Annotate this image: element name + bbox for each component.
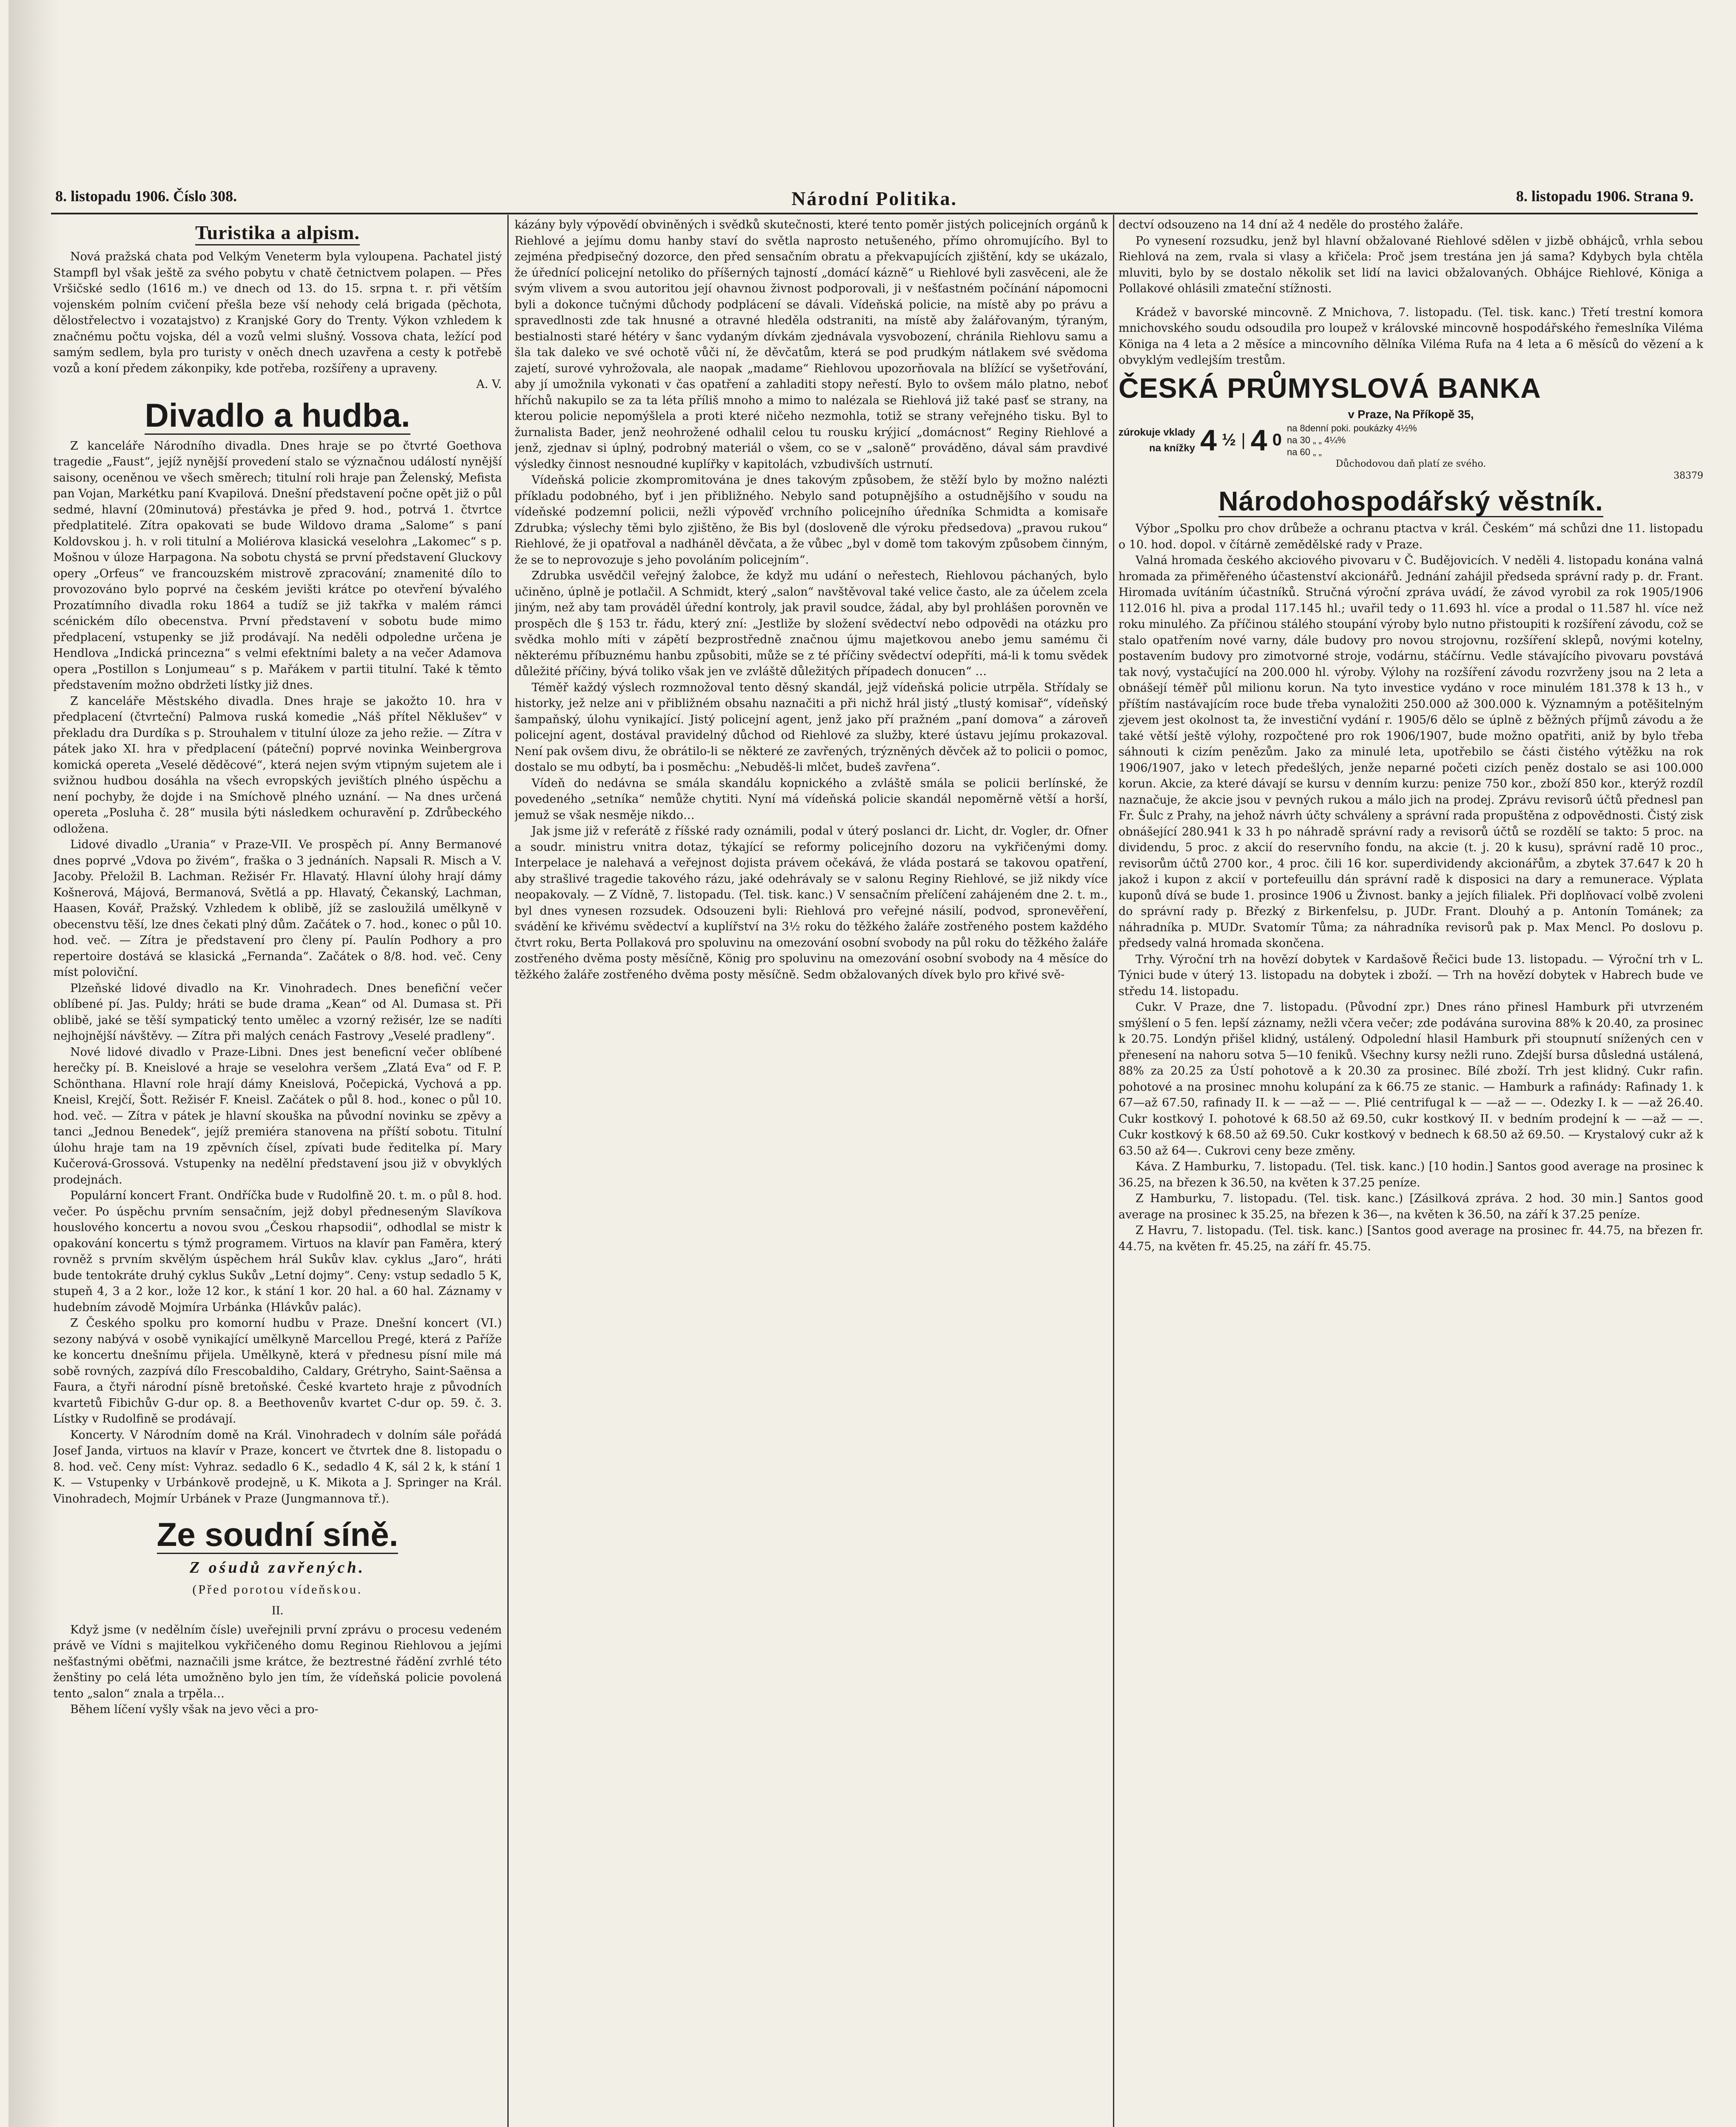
article-brewery: Valná hromada českého akciového pivovaru v Č. Budějovicích. V neděli 4. listopadu konána valná hromada za přiměřeného účastenství akcionářů. Jednání zahájil předseda správní rady p. dr. Frant. Hiromada uvítáním účastníků. Stručná výroční zpráva uvádí, že závod vyrobil za rok 1905/1906 112.016 hl. piva a prodal 117.145 hl.; uvařil tedy o 11.693 hl. více a prodal o 11.587 hl. více než roku minulého. Za příčinou stálého stoupání výroby bylo nutno přistoupiti k rozšíření závodu, což se stalo opatřením nové varny, dále budovy pro novou strojovnu, rozšíření sklepů, novými kotelny, postavením budovy pro zimotvorné stroje, vodárnu, stáčírnu. Vedle stávajícího pivovaru povstává tak nový, vystačující na 200.000 hl. výroby. Výlohy na rozšíření závodu rozvrženy jsou na 2 leta a obnášejí téměř půl milionu korun. Na tyto investice vydáno v roce minulém 181.378 k 13 h., v příštím nastávajícím roce bude třeba vynaložiti 250.000 až 300.000 k. Významným a potěšitelným zjevem jest okolnost ta, že investiční vydání r. 1905/6 dělo se úplně z běžných příjmů závodu a že také větší ještě výlohy, rozpočtené pro rok 1906/1907, bude možno opatřiti, aniž by bylo třeba sáhnouti k cizím penězům. Jako za minulé leta, upotřebilo se části čistého výtěžku na rok 1906/1907, jako v letech předešlých, jenže neparné početi cizích peněz dostalo se asi 100.000 korun. Akcie, za které dávají se kursu v denním kurzu: penize 750 kor., zboží 850 kor., kterýž rozdíl naznačuje, že akcie jsou v pevných rukou a málo jich na prodej. Zprávu revisorů účtů přednesl pan Fr. Šulc z Prahy, na jehož návrh účty schváleny a správní rada propuštěna z odpovědnosti. Čistý zisk obnášející 280.941 k 33 h po náhradě správní rady a revisorů účtů se rozdělí se takto: 5 proc. na dividendu, 5 proc. z akcií do reservního fondu, na akcie (t. j. 20 k kusu), správní radě 10 proc., revisorům účtů 2700 kor., 4 proc. čili 16 kor. superdividendy akcionářům, a zbytek 37.647 k 20 h jakož i kupon z akcií v portefeuillu dán správní radě k disposici na dary a remunerace. Výplata kuponů dívá se bude 1. prosince 1906 u Živnost. banky a jejích filialek. Při doplňovací volbě zvoleni do správní rady p. Březký z Birkenfelsu, p. JUDr. Frant. Dlouhý a p. Antonín Tománek; za náhradníka p. MUDr. Svatomír Tůma; za náhradníka revisorů pak p. Max Mencl. Po doslovu p. předsedy valná hromada skončena. [1118, 554, 1703, 950]
article-coffee-havre: Z Havru, 7. listopadu. (Tel. tisk. kanc.) [Santos good average na prosinec fr. 44.75, na březen fr. 44.75, na květen fr. 45.25, na září fr. 45.75. [1118, 1224, 1703, 1253]
article-turistika: Nová pražská chata pod Velkým Veneterm byla vyloupena. Pachatel jistý Stampfl byl však ještě za svého pobytu v chatě četnictvem polapen. — Přes Vršičské sedlo (1616 m.) ve dnech od 13. do 15. srpna t. r. při větším vojenském polním cvičení přešla beze vší nehody celá brigada (pěchota, dělostřelectvo i vozatajstvo) z Kranjské Gory do Trenty. Výkon vzhledem k značnému počtu vojska, dél a vozů velmi slušný. Vossova chata, ležící pod samým sedlem, byla pro turisty v oněch dnech uzavřena a cesty k potřebě vozů a koní předem zákonpiky, kde potřeba, rozšířeny a upraveny. [53, 250, 502, 375]
column-divider-2 [1113, 215, 1114, 2127]
bank-tax-note: Důchodovou daň platí ze svého. [1335, 459, 1486, 469]
bank-rate-secondary: 4 [1250, 424, 1267, 457]
header-date-issue: 8. listopadu 1906. Číslo 308. [55, 188, 237, 205]
article-chamber-music: Z Českého spolku pro komorní hudbu v Praze. Dnešní koncert (VI.) sezony nabývá v osobě vynikající umělkyně Marcellou Pregé, která z Paříže ke koncertu dnešnímu přijela. Umělkyně, která v přednesu písní mile má sobě rovných, zazpívá dílo Frescobaldiho, Caldary, Grétryho, Saint-Saënsa a Faura, a čtyři národní písně bretoňské. České kvarteto hraje z původních kvartetů Fibichův G-dur op. 8. a Beethovenův kvartet C-dur op. 59. č. 3. Lístky v Rudolfině se prodávají. [53, 1317, 502, 1426]
bank-label-books: na knížky [1149, 442, 1195, 454]
bank-name: ČESKÁ PRŮMYSLOVÁ BANKA [1118, 372, 1541, 404]
article-riehl-intro: Když jsme (v nedělním čísle) uveřejnili první zprávu o procesu vedeném právě ve Vídni s majitelkou vykřičeného domu Reginou Riehlovou a jejími nešťastnými oběťmi, naznačili jsme krátce, že beztrestné řádění zvrhlé této ženštiny po celá léta umožněno bylo jen tím, že vídeňská policie povolená tento „salon“ znala a trpěla… [53, 1623, 502, 1700]
article-signature: A. V. [476, 378, 502, 391]
section-title-soud: Ze soudní síně. [157, 1516, 398, 1553]
article-mint-theft: Krádež v bavorské mincovně. Z Mnichova, 7. listopadu. (Tel. tisk. kanc.) Třetí trestní komora mnichovského soudu odsoudila pro loupež v královské mincovně hospodářského řemeslníka Viléma Königa na 4 leta a 2 měsíce a mincovního dělníka Viléma Rufa na 4 leta a 6 měsíců do vězení a k obvyklým vedlejším trestům. [1118, 305, 1703, 367]
article-riehl-part3: Zdrubka usvědčil veřejný žalobce, že když mu udání o neřestech, Riehlovou páchaných, bylo učiněno, úplně je potlačil. A Schmidt, který „salon“ navštěvoval také velice často, ale za účelem zcela jiným, než aby tam prováděl úřední kontroly, jak pravil soudce, žádal, aby byl prohlášen porovněn ve prospěch dle § 153 tr. řádu, který zní: „Jestliže by složení svědectví nebo odpovědi na otázku pro svědka mohlo míti v zápětí bezprostředně značnou újmu majetkovou anebo jemu samému či některému příbuznému hanbu způsobiti, může se z té příčiny svědectví odepříti, má-li k tomu svědek důležité příčiny, bývá toliko však jen ve zvláště důležitých případech donucen“ … [515, 569, 1108, 678]
header-rule [51, 213, 1698, 214]
article-city-theatre: Z kanceláře Městského divadla. Dnes hraje se jakožto 10. hra v předplacení (čtvrteční) Palmova ruská komedie „Náš přítel Něklušev“ v překladu dra Durdíka s p. Strouhalem v titulní úloze za jeho režie. — Zítra v pátek jako XI. hra v předplacení (páteční) poprvé novinka Weinbergrova komická opereta „Veselé děděcové“, která nejen svým vtipným sujetem ale i svižnou hudbou dosáhla na všech evropských jevištích plného úspěchu a není pochyby, že dojde i na Smíchově plného uznání. — Na dnes určená opereta „Posluha č. 28“ musila býti následkem ochuravění p. Zdrůbeckého odložena. [53, 694, 502, 835]
bank-ad-number: 38379 [1673, 470, 1703, 481]
column-1 [53, 217, 502, 2127]
article-urania: Lidové divadlo „Urania“ v Praze-VII. Ve prospěch pí. Anny Bermanové dnes poprvé „Vdova po živém“, fraška o 3 jednáních. Napsali R. Misch a V. Jacoby. Přeložil B. Lachman. Režisér Fr. Hlavatý. Hlavní úlohy hrají dámy Košnerová, Májová, Bermanová, Světlá a pp. Hlavatý, Čekanský, Lachman, Haasen, Kovář, Pražský. Vzhledem k oblibě, jíž se zasloužilá umělkyně v obecenstvu těší, lze dnes čekati plný dům. Začátek o 7. hod., konec o půl 10. hod. več. — Zítra je představení pro členy pí. Paulín Podhory a pro repertoire dostává se klasická „Fernanda“. Začátek o 8/8. hod. več. Ceny míst poloviční. [53, 838, 502, 979]
newspaper-title: Národní Politika. [791, 188, 958, 209]
column-3 [1118, 217, 1703, 2127]
bank-label-deposits: zúrokuje vklady [1118, 426, 1195, 438]
section-title-divadlo: Divadlo a hudba. [145, 396, 410, 434]
article-poultry-club: Výbor „Spolku pro chov drůbeže a ochranu ptactva v král. Českém“ má schůzi dne 11. listopadu o 10. hod. dopol. v čítárně zemědělské rady v Praze. [1118, 522, 1703, 551]
section-title-narodohospodarsky: Národohospodářský věstník. [1218, 486, 1603, 516]
article-markets: Trhy. Výroční trh na hovězí dobytek v Kardašově Řečici bude 13. listopadu. — Výroční trh v L. Týnici bude v úterý 13. listopadu na dobytek i zboží. — Trh na hovězí dobytek v Habrech bude ve středu 14. listopadu. [1118, 952, 1703, 998]
column-divider-1 [507, 215, 509, 2127]
article-riehl-part5: Vídeň do nedávna se smála skandálu kopnického a zvláště smála se policii berlínské, že povedeného „setníka“ nemůže chytiti. Nyní má vídeňská policie skandál nepoměrně větší a horší, jemuž se však nesměje nikdo… [515, 776, 1108, 822]
section-title-turistika: Turistika a alpism. [53, 221, 502, 245]
article-ondricek-concert: Populární koncert Frant. Ondříčka bude v Rudolfině 20. t. m. o půl 8. hod. večer. Po úspěchu prvním sensačním, jejž dobyl předneseným Slavíkova houslového koncertu a novou svou „Českou rhapsodii“, odhodlal se mistr k opakování koncertu s týmž programem. Virtuos na klavír pan Faměra, který rovněž s prvním skvělým úspěchem hrál Sukův klav. cyklus „Jaro“, hráti bude tentokráte druhý cyklus Sukův „Letní dojmy“. Ceny: vstup sedadlo 5 K, stupeň 4, 3 a 2 kor., lože 12 kor., k stání 1 kor. 20 hal. a 60 hal. Záznamy v hudebním závodě Mojmíra Urbánka (Hlávkův palác). [53, 1189, 502, 1314]
column-2 [515, 217, 1108, 2127]
bank-advertisement [1118, 373, 1703, 482]
bank-rate-line-1: na 8denní poki. poukázky 4½% [1286, 423, 1417, 433]
article-riehl-part2: Vídeňská policie zkompromitována je dnes takovým způsobem, že stěží bylo by možno nalézti příkladu podobného, byť i jen přibližného. Nebylo sand potupnějšího a ostudnějšího v soudu na vídeňské podzemní policii, nežli výpověď vrchního policejního úředníka Schmidta a komisaře Zdrubka; výslechy těmi bylo zjištěno, že Bis byl (dosloveně dle výroku předsedova) „pravou rukou“ Riehlové, že ji opatřoval a nadháněl děvčata, a že vůbec „byl v domě tom takovým způsobem činným, že se to neprovozuje s jeho povoláním policejním“. [515, 473, 1108, 567]
article-riehl-part1: kázány byly výpovědí obviněných i svědků skutečnosti, které tento poměr jistých policejních orgánů k Riehlové a jejímu domu hanby staví do světla naprosto netušeného, přímo ohromujícího. Byl to zejména předpisečný dozorce, den před sensačním obratu a překvapujících zjištění, kdy se ukázalo, že úřednící policejní netoliko do příšerných tajností „domácí kázně“ u Riehlové byli zasvěceni, ale že svým vlivem a svou autoritou její ohavnou živnost podporovali, ji v nešťastném počínání nápomocni byli a dokonce tučnými důchody podplácení se dávali. Vídeňská policie, na místě aby po právu a spravedlnosti zde tak hnusné a otravné hleděla odstraniti, na místě aby žalářovaným, týraným, bestialnosti staré hétéry v šanc vydaným dívkám zjednávala vysvobození, chránila Riehlovu samu a šla tak daleko ve své ochotě vůči ní, že děvčatům, která se pod prudkým nátlakem své svědoma zajetí, surové vyhrožovala, ale naopak „madame“ Riehlovou upozorňovala na blížící se vyšetřování, aby jí umožnila vykonati v čas opatření a zahladiti stopy neřestí. Bylo to ovšem málo platno, neboť hříchů nakupilo se za ta léta příliš mnoho a mimo to nalézala se Riehlová již také pasť se strany, na kterou policie nepomýšlela a proti které ničeho nezmohla, totiž se strany veřejného tisku. Byl to žurnalista Bader, jenž neohrožené odhalil celou tu rousku krýjicí „domácnost“ Reginy Riehlové a jenž, zjednav si úplný, podrobný materiál o všem, co se v „saloně“ prováděno, dával sám pravdivé výsledky činnost nesnoudné kuplířky v kapitolách, vzbudivších ustrnutí. [515, 218, 1108, 471]
page-header [55, 187, 1693, 213]
bank-address: v Praze, Na Příkopě 35, [1348, 408, 1474, 421]
article-vinohrady-theatre: Plzeňské lidové divadlo na Kr. Vinohradech. Dnes benefiční večer oblíbené pí. Jas. Puldy; hráti se bude drama „Kean“ od Al. Dumasa st. Při oblibě, jaké se těší sympatický tento umělec a vzorný režisér, lze se nadíti nejhojnější návštěvy. — Zítra při malých cenách Fastrovy „Veselé pradleny“. [53, 981, 502, 1043]
article-concerts: Koncerty. V Národním domě na Král. Vinohradech v dolním sále pořádá Josef Janda, virtuos na klavír v Praze, koncert ve čtvrtek dne 8. listopadu o 8. hod. več. Ceny míst: Vyhraz. sedadlo 6 K., sedadlo 4 K, sál 2 k, k stání 1 K. — Vstupenky v Urbánkově prodejně, u K. Mikota a J. Springer na Král. Vinohradech, Mojmír Urbánek v Praze (Jungmannova tř.). [53, 1428, 502, 1505]
scan-edge [9, 0, 60, 2127]
article-title-osudu: Z ośudů zavřených. [189, 1559, 366, 1577]
bank-rate-line-3: na 60 „ „ [1286, 447, 1322, 457]
article-coffee-1: Káva. Z Hamburku, 7. listopadu. (Tel. tisk. kanc.) [10 hodin.] Santos good average na prosinec k 36.25, na březen k 36.50, na květen k 37.25 peníze. [1118, 1160, 1703, 1189]
article-riehl-part6: Jak jsme již v referátě z říšské rady oznámili, podal v úterý poslanci dr. Licht, dr. Vogler, dr. Ofner a soudr. ministru vnitra dotaz, týkající se reformy policejního dozoru na vykřičenými domy. Interpelace je nalehavá a veřejnost dojista právem očekává, že vláda postará se takovou opatření, aby strašlivé tragedie takového rázu, jaké odehrávaly se v salonu Reginy Riehlové, se již nikdy více neopakovaly. — Z Vídně, 7. listopadu. (Tel. tisk. kanc.) V sensačním přelíčení zahájeném dne 2. t. m., byl dnes vynesen rozsudek. Odsouzeni byli: Riehlová pro veřejné násilí, podvod, spronevěření, svádění ke křivému svědectví a kuplířství na 3½ roku do těžkého žaláře zostřeného postem každého čtvrt roku, Berta Pollaková pro spoluvinu na omezování osobní svobody na půl roku do těžkého žaláře zostřeného dvěma posty měsíčně, König pro spoluvinu na omezování osobní svobody na 4 měsíce do těžkého žaláře zostřeného dvěma posty měsíčně. Sedm obžalovaných dívek bylo pro křivé svě- [515, 824, 1108, 981]
article-liben-theatre: Nové lidové divadlo v Praze-Libni. Dnes jest beneficní večer oblíbené herečky pí. B. Kneislové a hraje se veselohra veršem „Zlatá Eva“ od F. P. Schönthana. Hlavní role hrají dámy Kneislová, Počepická, Vychová a pp. Kneisl, Krejčí, Šott. Režisér F. Kneisl. Začátek o půl 8. hod., konec o půl 10. hod. več. — Zítra v pátek je hlavní skouška na původní novinku se zpěvy a tanci „Jednou Benedek“, jejíž premiéra stanovena na příští sobotu. Titulní úlohu hraje tam na 19 zpěvních čísel, zpívati bude ředitelka pí. Mary Kučerová-Grossová. Vstupenky na nedělní představení jsou již v obvyklých prodejnách. [53, 1045, 502, 1186]
article-riehl-part4: Téměř každý výslech rozmnožoval tento děsný skandál, jejž vídeňská policie utrpěla. Střídaly se historky, jež nelze ani v přibližném obsahu naznačiti a při nichž hrál jistý „tlustý komisař“, vídeňský šampaňský, úlohu vynikající. Jistý policejní agent, jenž jako pří pražném „paní domova“ a zároveň policejní agent, dostával pravidelný důchod od Riehlové za služby, které ústavu jejímu prokazoval. Není pak ovšem divu, že obrátilo-li se některé ze zavřených, trýzněných děvček až to policii o pomoc, dostalo se mu odbytí, ba i posměchu: „Nebuděš-li mlčet, budeš zavřena“. [515, 681, 1108, 774]
article-riehl-cont: Během líčení vyšly však na jevo věci a pro- [70, 1703, 319, 1716]
article-national-theatre: Z kanceláře Národního divadla. Dnes hraje se po čtvrté Goethova tragedie „Faust“, jejíž nynější provedení stalo se význačnou událostí nynější saisony, oceněnou ve všech směrech; titulní roli hraje pan Želenský, Mefista pan Vojan, Markétku paní Kvapilová. Dnešní představení počne opět již o půl sedmé, hlavní (20minutová) přestávka je před 9. hod., potrvá 1. čtvrtce předplatitelé. Zítra opakovati se bude Wildovo drama „Salome“ s paní Koldovskou j. h. v roli titulní a Moliérova klasická veselohra „Lakomec“ s p. Mošnou v úloze Harpagona. Na sobotu chystá se první představení Gluckovy opery „Orfeus“ ve francouzském mistrově zpracování; znamenité dílo to provozováno bylo poprvé na českém jevišti krátce po otevření bývalého Prozatímního divadla roku 1864 a tudíž se již takřka v malém rámci scénickém dílo obecenstva. První představení v sobotu bude mimo předplacení, vstupenky se již prodávají. Na neděli odpoledne určena je Hendlova „Indická princezna“ s velmi efektními balety a na večer Adamova opera „Postillon s Lonjumeau“ s p. Mařákem v partii titulní. Také k těmto představením možno obdržeti lístky již dnes. [53, 439, 502, 692]
bank-rate-line-2: na 30 „ „ 4¼% [1286, 435, 1346, 445]
article-coffee-2: Z Hamburku, 7. listopadu. (Tel. tisk. kanc.) [Zásilková zpráva. 2 hod. 30 min.] Santos good average na prosinec k 35.25, na březen k 36—, na květen k 36.50, na září k 37.25 peníze. [1118, 1192, 1703, 1221]
bank-rate-main: 4 [1200, 424, 1217, 457]
bank-rates: zúrokuje vklady na knížky 4 ½ | 4 0 na 8denní poki. poukázky 4½% na 30 „ „ 4¼% na 60 „ „ [1118, 423, 1417, 457]
header-date-page: 8. listopadu 1906. Strana 9. [1516, 188, 1693, 205]
article-riehl-end: dectví odsouzeno na 14 dní až 4 neděle do prostého žaláře. [1118, 218, 1463, 231]
article-sugar: Cukr. V Praze, dne 7. listopadu. (Původní zpr.) Dnes ráno přinesl Hamburk při utvrzeném smýšlení o 5 fen. lepší záznamy, nežli včera večer; zde podávána surovina 88% k 20.40, za prosinec k 20.75. Londýn přišel klidný, ustálený. Odpolední hlasil Hamburk při stoupnutí snížených cen v přenesení na nahoru sotva 5—10 feniků. Všechny kursy nežli runo. Zdejší bursa důsledná ustálená, 88% za 20.25 za Ústí pohotově a k 20.30 za prosinec. Bílé zboží. Trh jest klidný. Cukr rafin. pohotové a na prosinec mnohu kolupání za k 66.75 ze stanic. — Hamburk a rafinády: Rafinady 1. k 67—až 67.50, rafinady II. k — —až — —. Plié centrifugal k — —až — —. Odezky I. k — —až 26.40. Cukr kostkový I. pohotové k 68.50 až 69.50, cukr kostkový II. v bedním prodejní k — —až — —. Cukr kostkový k 68.50 až 69.50. Cukr kostkový v bednech k 68.50 až 69.50. — Krystalový cukr až k 63.50 až 64—. Cukrovi ceny beze změny. [1118, 1001, 1703, 1158]
article-riehl-verdict: Po vynesení rozsudku, jenž byl hlavní obžalované Riehlové sdělen v jizbě obhájců, vrhla sebou Riehlová na zem, rvala si vlasy a křičela: Proč jsem trestána jen já sama? Kdybych byla chtěla mluviti, bylo by se dostalo několik set lidí na lavici obžalovaných. Obhájce Riehlové, Königa a Pollakové ohlásili zmateční stížnosti. [1118, 234, 1703, 295]
article-subtitle: (Před porotou vídeňskou. [192, 1582, 363, 1597]
article-part-number: II. [271, 1603, 284, 1617]
